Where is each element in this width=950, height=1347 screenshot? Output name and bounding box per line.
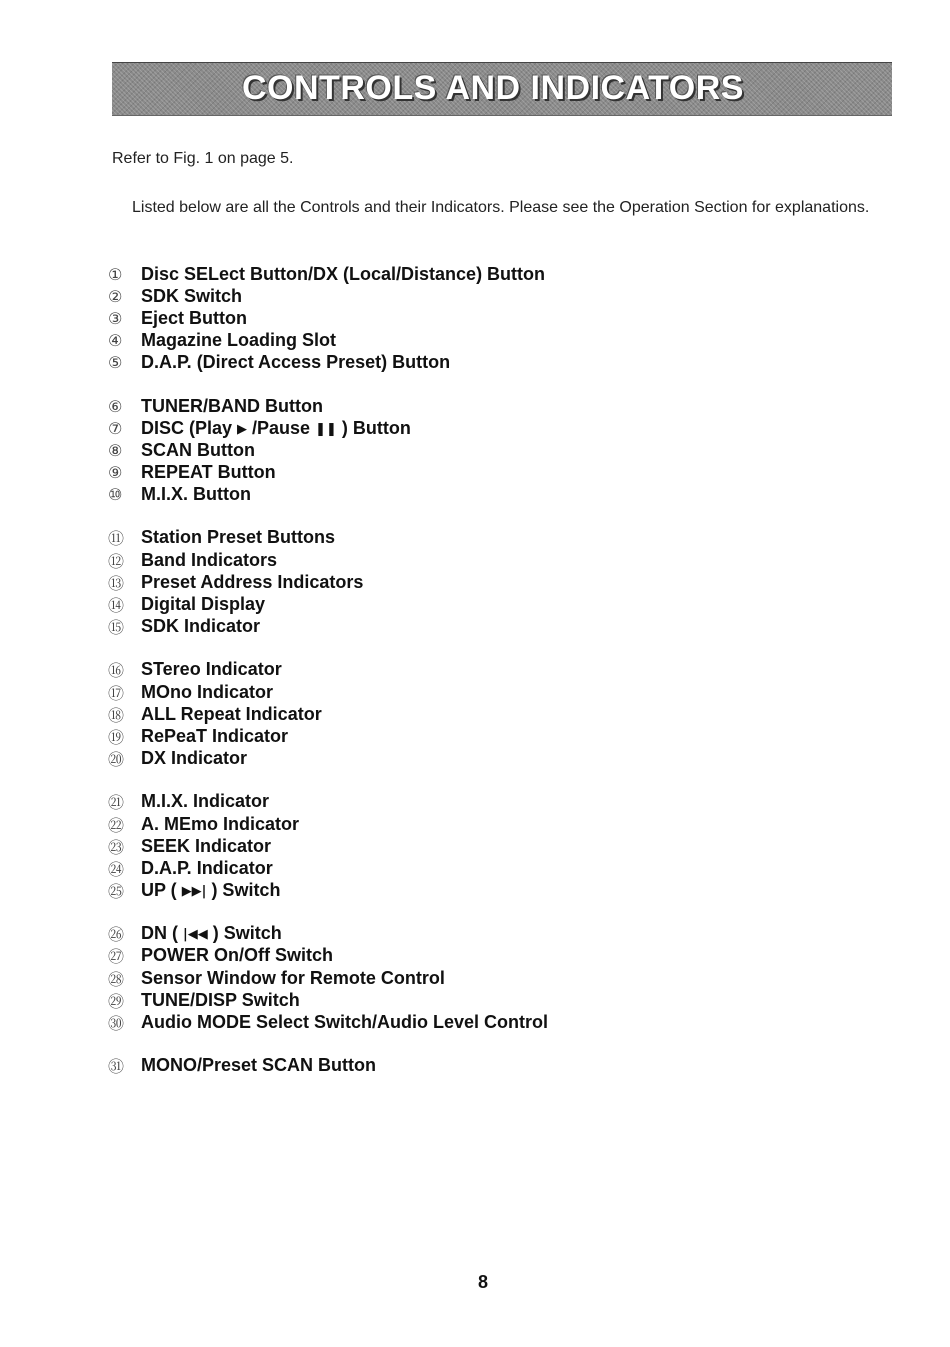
item-label: ALL Repeat Indicator (141, 703, 322, 724)
list-item (108, 791, 868, 813)
item-number: ⑱ (108, 705, 125, 725)
list-item (108, 462, 868, 484)
symbol-icon: ▶ (237, 421, 248, 437)
description-paragraph: Listed below are all the Controls and their Indicators. Please see the Operation Section for explanations. (132, 199, 870, 216)
list-item (108, 263, 868, 285)
item-number: ⑨ (108, 463, 123, 483)
item-number: ㉛ (108, 1057, 125, 1077)
list-item (108, 857, 868, 879)
list-item (108, 352, 868, 374)
item-number: ㉒ (108, 815, 125, 835)
item-number: ④ (108, 331, 123, 351)
list-item (108, 330, 868, 352)
list-item (108, 1055, 868, 1077)
item-label: Disc SELect Button/DX (Local/Distance) Button (141, 263, 546, 284)
list-item (108, 967, 868, 989)
item-number: ㉓ (108, 837, 125, 857)
item-label: DX Indicator (141, 748, 248, 769)
label-text: UP ( (141, 880, 182, 901)
list-item (108, 945, 868, 967)
label-text: DISC (Play (141, 417, 238, 438)
item-number: ㉔ (108, 859, 125, 879)
item-label: SDK Indicator (141, 616, 261, 637)
item-label (141, 418, 411, 439)
controls-list (108, 263, 868, 1098)
item-label: D.A.P. Indicator (141, 857, 273, 878)
item-label: TUNER/BAND Button (141, 395, 323, 416)
item-number: ⑪ (108, 529, 125, 549)
item-number: ⑩ (108, 485, 123, 505)
item-label: D.A.P. (Direct Access Preset) Button (141, 352, 451, 373)
control-group (108, 791, 868, 902)
item-number: ⑳ (108, 750, 125, 770)
list-item (108, 571, 868, 593)
item-number: ㉚ (108, 1014, 125, 1034)
item-label: Digital Display (141, 594, 266, 615)
symbol-icon: ❚❚ (315, 421, 337, 437)
item-label: Sensor Window for Remote Control (141, 967, 445, 988)
list-item (108, 681, 868, 703)
item-label: A. MEmo Indicator (141, 813, 300, 834)
item-number: ⑧ (108, 440, 123, 460)
page-number: 8 (478, 1272, 489, 1292)
item-label: M.I.X. Indicator (141, 791, 270, 812)
list-item (108, 703, 868, 725)
item-label: Eject Button (141, 307, 247, 328)
item-number: ③ (108, 308, 123, 328)
item-label: MONO/Preset SCAN Button (141, 1055, 377, 1076)
item-number: ⑯ (108, 661, 125, 681)
item-label: SDK Switch (141, 285, 243, 306)
section-title: CONTROLS AND INDICATORS (242, 69, 744, 107)
list-item (108, 923, 868, 945)
list-item (108, 813, 868, 835)
item-number: ㉕ (108, 882, 125, 902)
item-label: TUNE/DISP Switch (141, 989, 300, 1010)
list-item (108, 417, 868, 439)
item-number: ⑬ (108, 573, 125, 593)
item-label: Station Preset Buttons (141, 527, 336, 548)
item-number: ⑫ (108, 551, 125, 571)
figure-reference-text: Refer to Fig. 1 on page 5. (112, 150, 294, 167)
item-number: ⑭ (108, 596, 125, 616)
list-item (108, 659, 868, 681)
list-item (108, 439, 868, 461)
item-label: SEEK Indicator (141, 835, 272, 856)
item-number: ⑦ (108, 418, 123, 438)
item-label (141, 923, 282, 944)
item-label: Preset Address Indicators (141, 571, 364, 592)
item-label (141, 880, 280, 901)
list-item (108, 989, 868, 1011)
item-label: M.I.X. Button (141, 484, 251, 505)
item-label: REPEAT Button (141, 462, 276, 483)
item-label: Magazine Loading Slot (141, 330, 337, 351)
list-item (108, 549, 868, 571)
item-number: ㉖ (108, 925, 125, 945)
item-number: ㉘ (108, 969, 125, 989)
list-item (108, 395, 868, 417)
item-label: Band Indicators (141, 549, 278, 570)
item-number: ① (108, 264, 123, 284)
item-number: ⑮ (108, 618, 125, 638)
list-item (108, 880, 868, 902)
item-number: ㉑ (108, 793, 125, 813)
item-number: ⑤ (108, 353, 123, 373)
list-item (108, 307, 868, 329)
list-item (108, 1011, 868, 1033)
item-label: STereo Indicator (141, 659, 282, 680)
list-item (108, 527, 868, 549)
label-text: ) Switch (206, 880, 281, 901)
label-text: DN ( (141, 923, 183, 944)
item-number: ㉗ (108, 947, 125, 967)
control-group (108, 395, 868, 506)
control-group (108, 527, 868, 638)
list-item (108, 835, 868, 857)
item-number: ⑰ (108, 683, 125, 703)
item-label: RePeaT Indicator (141, 725, 289, 746)
symbol-icon: |◀◀ (183, 927, 208, 943)
item-number: ㉙ (108, 991, 125, 1011)
item-label: SCAN Button (141, 439, 255, 460)
list-item (108, 285, 868, 307)
item-label: Audio MODE Select Switch/Audio Level Control (141, 1012, 549, 1033)
item-number: ② (108, 286, 123, 306)
label-text: ) Button (336, 417, 411, 438)
item-label: POWER On/Off Switch (141, 945, 333, 966)
symbol-icon: ▶▶| (181, 884, 207, 900)
list-item (108, 748, 868, 770)
item-number: ⑥ (108, 396, 123, 416)
control-group (108, 263, 868, 374)
item-label: MOno Indicator (141, 681, 273, 702)
list-item (108, 593, 868, 615)
control-group (108, 1055, 868, 1077)
section-header-banner (112, 62, 892, 116)
list-item (108, 725, 868, 747)
item-number: ⑲ (108, 727, 125, 747)
list-item (108, 616, 868, 638)
control-group (108, 659, 868, 770)
control-group (108, 923, 868, 1034)
label-text: ) Switch (207, 923, 282, 944)
list-item (108, 484, 868, 506)
label-text: /Pause (247, 417, 316, 438)
